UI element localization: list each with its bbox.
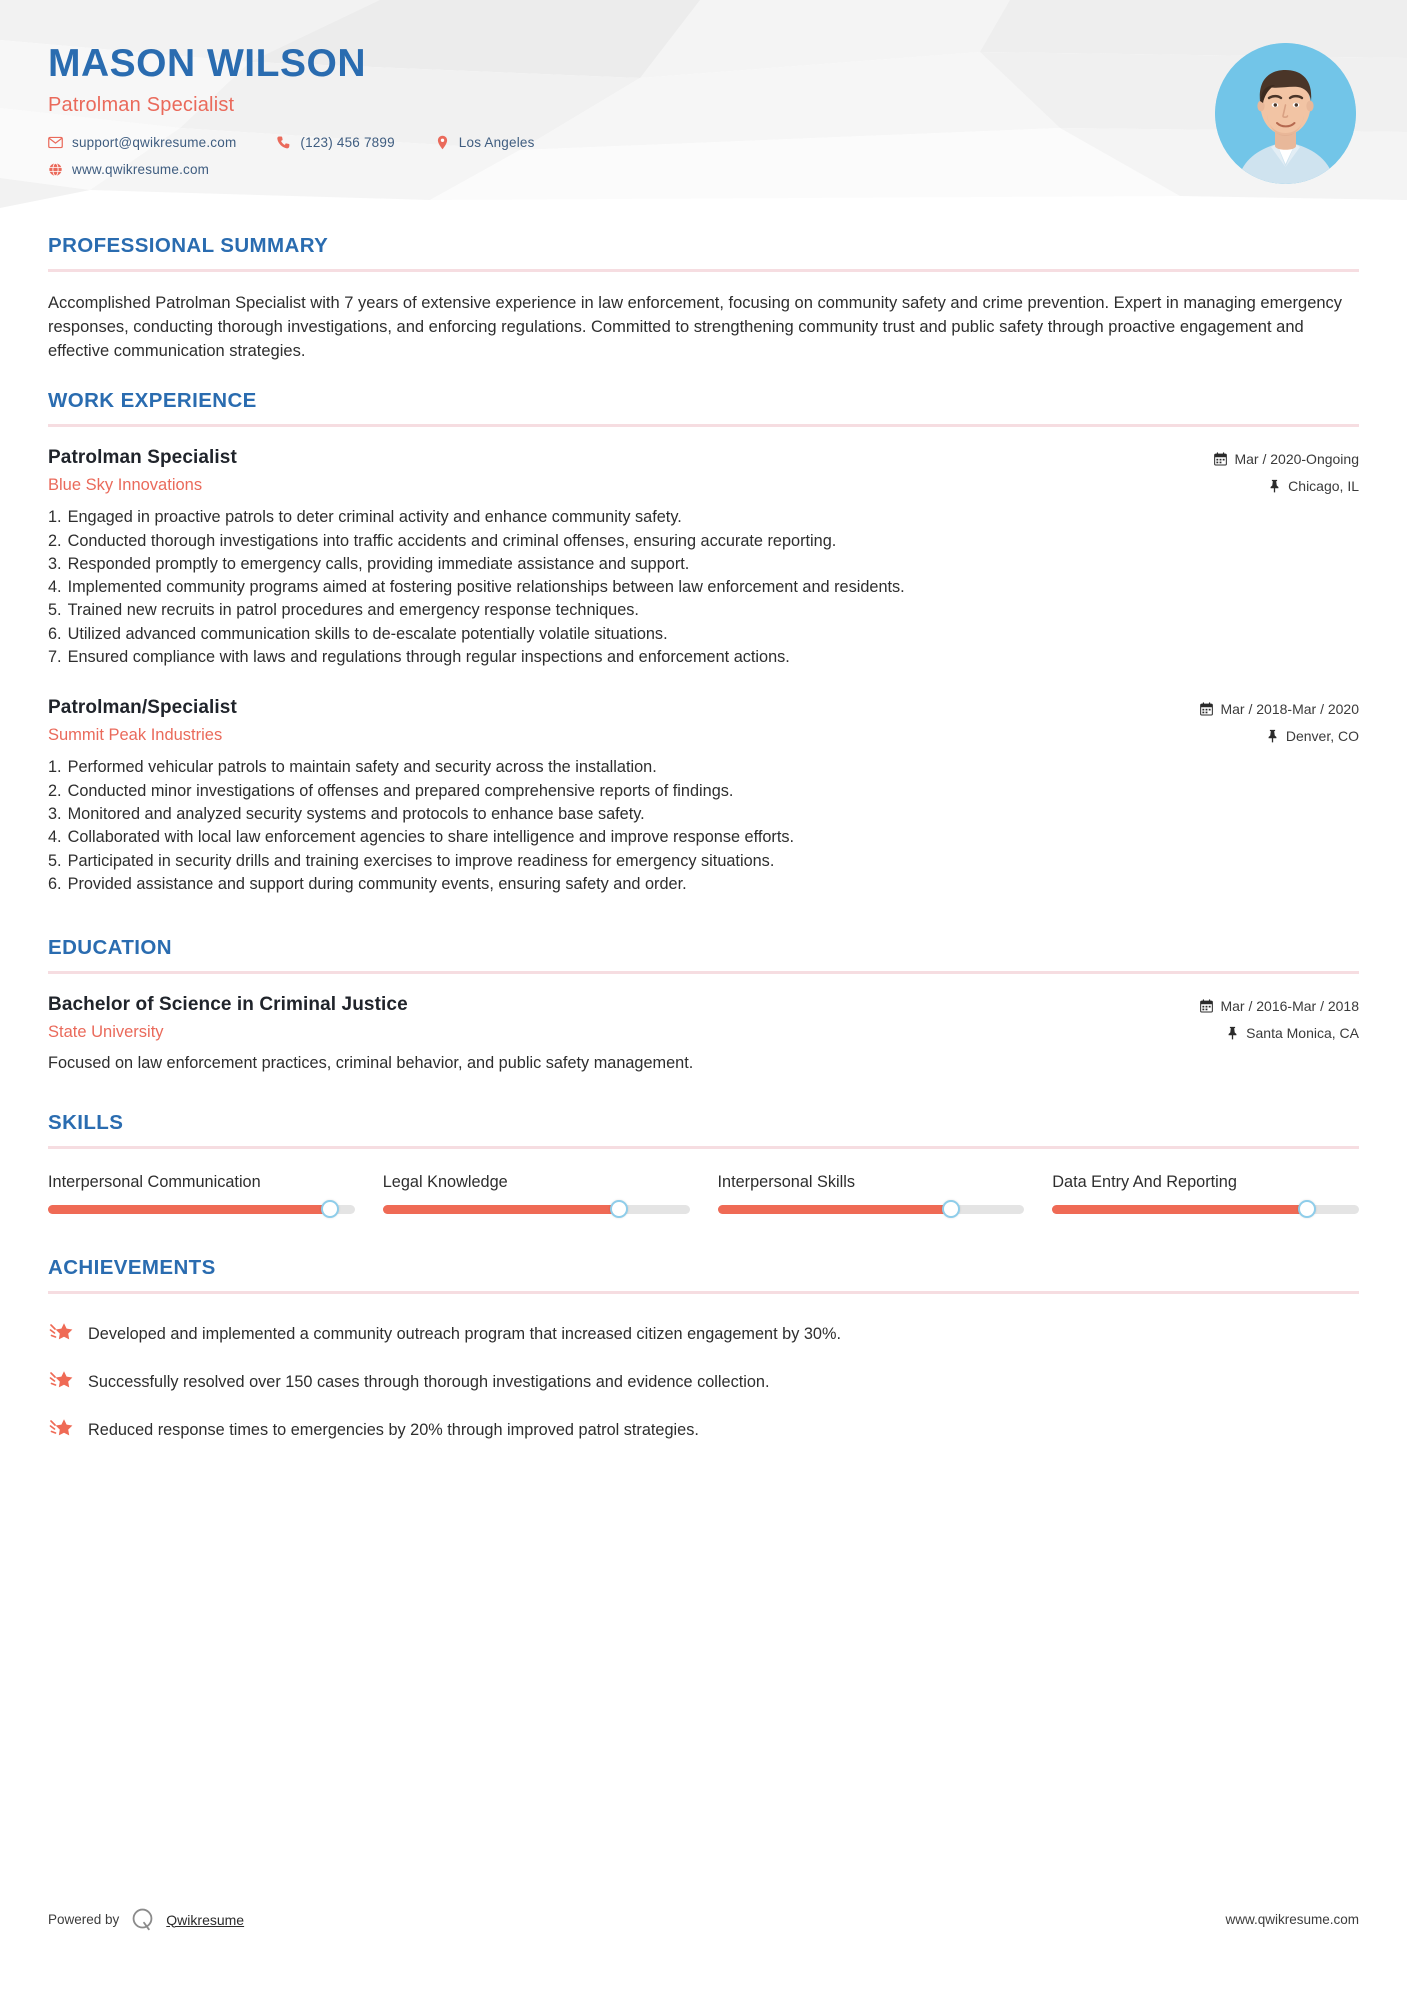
work-entry — [48, 697, 1359, 896]
work-bullet: 2. Conducted thorough investigations into traffic accidents and criminal offenses, ensuring accurate reporting. — [48, 530, 1359, 553]
skill-item — [1052, 1171, 1359, 1214]
work-bullet-text: Responded promptly to emergency calls, providing immediate assistance and support. — [67, 554, 690, 573]
phone-icon — [276, 135, 291, 150]
education-degree: Bachelor of Science in Criminal Justice — [48, 994, 408, 1016]
calendar-icon — [1200, 702, 1213, 716]
contact-website-text: www.qwikresume.com — [72, 162, 210, 177]
work-bullet: 4. Implemented community programs aimed at fostering positive relationships between law enforcement and residents. — [48, 576, 1359, 599]
section-title-skills: SKILLS — [48, 1110, 124, 1134]
work-location-text: Chicago, IL — [1288, 478, 1359, 495]
skill-item — [718, 1171, 1025, 1214]
section-education — [48, 936, 1359, 1075]
work-entry — [48, 447, 1359, 669]
work-bullet-text: Participated in security drills and training exercises to improve readiness for emergency situations. — [67, 851, 775, 870]
work-bullet: 4. Collaborated with local law enforcement agencies to share intelligence and improve response efforts. — [48, 826, 1359, 849]
education-date — [1200, 998, 1359, 1014]
section-skills — [48, 1111, 1359, 1214]
envelope-icon — [48, 135, 63, 150]
contact-row-primary — [48, 135, 1407, 150]
work-bullet-text: Collaborated with local law enforcement agencies to share intelligence and improve response efforts. — [67, 828, 795, 847]
skill-slider-knob[interactable] — [321, 1200, 339, 1218]
work-bullet: 1. Performed vehicular patrols to maintain safety and security across the installation. — [48, 756, 1359, 779]
work-bullet-text: Implemented community programs aimed at fostering positive relationships between law enforcement and residents. — [67, 578, 905, 597]
skill-slider[interactable] — [48, 1205, 355, 1214]
skill-slider-fill — [718, 1205, 951, 1214]
calendar-icon — [1214, 452, 1227, 466]
section-title-work: WORK EXPERIENCE — [48, 389, 257, 413]
skill-slider[interactable] — [718, 1205, 1025, 1214]
work-bullet: 5. Participated in security drills and training exercises to improve readiness for emergency situations. — [48, 850, 1359, 873]
work-date — [1214, 451, 1359, 467]
contact-email-text: support@qwikresume.com — [72, 135, 237, 150]
star-ribbon-icon — [48, 1321, 74, 1347]
education-location — [1200, 1025, 1359, 1041]
section-work-experience — [48, 389, 1359, 896]
resume-body — [0, 234, 1407, 1454]
achievement-text: Reduced response times to emergencies by 20% through improved patrol strategies. — [88, 1420, 699, 1439]
education-location-text: Santa Monica, CA — [1246, 1025, 1359, 1042]
skills-grid — [48, 1171, 1359, 1214]
work-bullet: 7. Ensured compliance with laws and regulations through regular inspections and enforcement actions. — [48, 646, 1359, 669]
powered-by-label: Powered by — [48, 1912, 120, 1927]
avatar — [1215, 43, 1356, 184]
section-divider — [48, 424, 1359, 427]
calendar-icon — [1200, 999, 1213, 1013]
work-entry-right — [1200, 697, 1359, 744]
skill-item — [383, 1171, 690, 1214]
pushpin-icon — [1266, 729, 1279, 743]
star-ribbon-icon — [48, 1417, 74, 1443]
section-professional-summary — [48, 234, 1359, 363]
qwikresume-logo-icon — [130, 1907, 155, 1932]
skill-slider-fill — [1052, 1205, 1307, 1214]
section-title-summary: PROFESSIONAL SUMMARY — [48, 234, 329, 257]
section-title-achievements: ACHIEVEMENTS — [48, 1255, 216, 1279]
work-date-text: Mar / 2018-Mar / 2020 — [1220, 701, 1359, 718]
achievement-item — [48, 1358, 1359, 1406]
work-bullet-text: Engaged in proactive patrols to deter criminal activity and enhance community safety. — [67, 508, 682, 527]
skill-label: Legal Knowledge — [382, 1172, 508, 1191]
skill-slider-fill — [383, 1205, 619, 1214]
work-location — [1200, 728, 1359, 744]
footer-website[interactable]: www.qwikresume.com — [1225, 1912, 1359, 1927]
star-ribbon-icon — [48, 1369, 74, 1395]
work-location-text: Denver, CO — [1285, 728, 1359, 745]
pushpin-icon — [1268, 479, 1281, 493]
work-bullet-text: Trained new recruits in patrol procedures and emergency response techniques. — [67, 601, 639, 620]
achievement-item — [48, 1310, 1359, 1358]
education-entry-right — [1200, 994, 1359, 1041]
skill-label: Interpersonal Communication — [48, 1172, 261, 1191]
profile-photo-illustration — [1215, 43, 1356, 184]
work-bullet-list — [48, 506, 1359, 669]
skill-label: Interpersonal Skills — [717, 1172, 856, 1191]
work-company: Blue Sky Innovations — [48, 476, 203, 495]
summary-text: Accomplished Patrolman Specialist with 7 years of extensive experience in law enforcement, focusing on community safety and crime prevention. Expert in managing emergency responses, conducting thorough investigations, and enforcing regulations. Committed to strengthening community trust and public safety through proactive engagement and effective communication strategies. — [48, 294, 1343, 361]
skill-slider[interactable] — [1052, 1205, 1359, 1214]
section-achievements — [48, 1256, 1359, 1454]
map-pin-icon — [435, 135, 450, 150]
contact-location-text: Los Angeles — [458, 135, 535, 150]
skill-label: Data Entry And Reporting — [1052, 1172, 1237, 1191]
page-footer — [48, 1907, 1359, 1932]
contact-email[interactable] — [48, 135, 236, 150]
contact-row-secondary — [48, 162, 1407, 177]
education-entry — [48, 994, 1359, 1075]
work-bullet-text: Utilized advanced communication skills to de-escalate potentially volatile situations. — [67, 624, 668, 643]
section-divider — [48, 1146, 1359, 1149]
education-description: Focused on law enforcement practices, criminal behavior, and public safety management. — [48, 1054, 694, 1073]
skill-slider-knob[interactable] — [942, 1200, 960, 1218]
work-bullet-text: Provided assistance and support during community events, ensuring safety and order. — [67, 874, 687, 893]
work-bullet-list — [48, 756, 1359, 896]
work-bullet: 6. Utilized advanced communication skills to de-escalate potentially volatile situations. — [48, 623, 1359, 646]
work-bullet-text: Conducted minor investigations of offenses and prepared comprehensive reports of findings. — [67, 781, 734, 800]
work-date-text: Mar / 2020-Ongoing — [1234, 451, 1359, 468]
contact-phone[interactable] — [276, 135, 394, 150]
work-entry-header — [48, 697, 1359, 745]
work-entry-header — [48, 447, 1359, 495]
achievement-list — [48, 1310, 1359, 1454]
job-role-subtitle: Patrolman Specialist — [48, 94, 235, 116]
pushpin-icon — [1226, 1026, 1239, 1040]
education-entry-header — [48, 994, 1359, 1042]
achievement-text: Successfully resolved over 150 cases through thorough investigations and evidence collection. — [88, 1372, 770, 1391]
work-entry-left — [48, 447, 237, 495]
skill-slider-knob[interactable] — [1298, 1200, 1316, 1218]
work-bullet-text: Ensured compliance with laws and regulations through regular inspections and enforcement actions. — [67, 648, 790, 667]
work-bullet: 2. Conducted minor investigations of offenses and prepared comprehensive reports of findings. — [48, 780, 1359, 803]
section-divider — [48, 971, 1359, 974]
work-bullet: 5. Trained new recruits in patrol procedures and emergency response techniques. — [48, 599, 1359, 622]
work-bullet-text: Conducted thorough investigations into traffic accidents and criminal offenses, ensuring accurate reporting. — [67, 531, 837, 550]
work-entry-left — [48, 697, 237, 745]
work-company: Summit Peak Industries — [48, 726, 223, 745]
powered-by-group — [48, 1907, 244, 1932]
skill-item — [48, 1171, 355, 1214]
skill-slider-knob[interactable] — [610, 1200, 628, 1218]
work-bullet: 3. Monitored and analyzed security systems and protocols to enhance base safety. — [48, 803, 1359, 826]
work-bullet: 3. Responded promptly to emergency calls, providing immediate assistance and support. — [48, 553, 1359, 576]
contact-website[interactable] — [48, 162, 209, 177]
globe-icon — [48, 162, 63, 177]
skill-slider-fill — [48, 1205, 330, 1214]
work-bullet-text: Performed vehicular patrols to maintain safety and security across the installation. — [67, 758, 657, 777]
contact-location — [435, 135, 535, 150]
section-title-education: EDUCATION — [48, 936, 172, 960]
work-location — [1214, 478, 1359, 494]
section-divider — [48, 269, 1359, 272]
page-title: MASON WILSON — [48, 42, 366, 85]
contact-phone-text: (123) 456 7899 — [300, 135, 395, 150]
work-job-title: Patrolman/Specialist — [48, 697, 237, 719]
work-bullet: 6. Provided assistance and support during community events, ensuring safety and order. — [48, 873, 1359, 896]
achievement-item — [48, 1406, 1359, 1454]
work-bullet-text: Monitored and analyzed security systems and protocols to enhance base safety. — [67, 804, 645, 823]
skill-slider[interactable] — [383, 1205, 690, 1214]
work-date — [1200, 701, 1359, 717]
work-bullet: 1. Engaged in proactive patrols to deter criminal activity and enhance community safety. — [48, 506, 1359, 529]
achievement-text: Developed and implemented a community outreach program that increased citizen engagement by 30%. — [88, 1324, 841, 1343]
education-date-text: Mar / 2016-Mar / 2018 — [1220, 998, 1359, 1015]
work-entry-right — [1214, 447, 1359, 494]
work-job-title: Patrolman Specialist — [48, 447, 237, 469]
resume-header — [0, 0, 1407, 208]
education-school: State University — [48, 1023, 164, 1042]
section-divider — [48, 1291, 1359, 1294]
education-entry-left — [48, 994, 408, 1042]
qwikresume-brand-link[interactable]: Qwikresume — [166, 1911, 245, 1928]
